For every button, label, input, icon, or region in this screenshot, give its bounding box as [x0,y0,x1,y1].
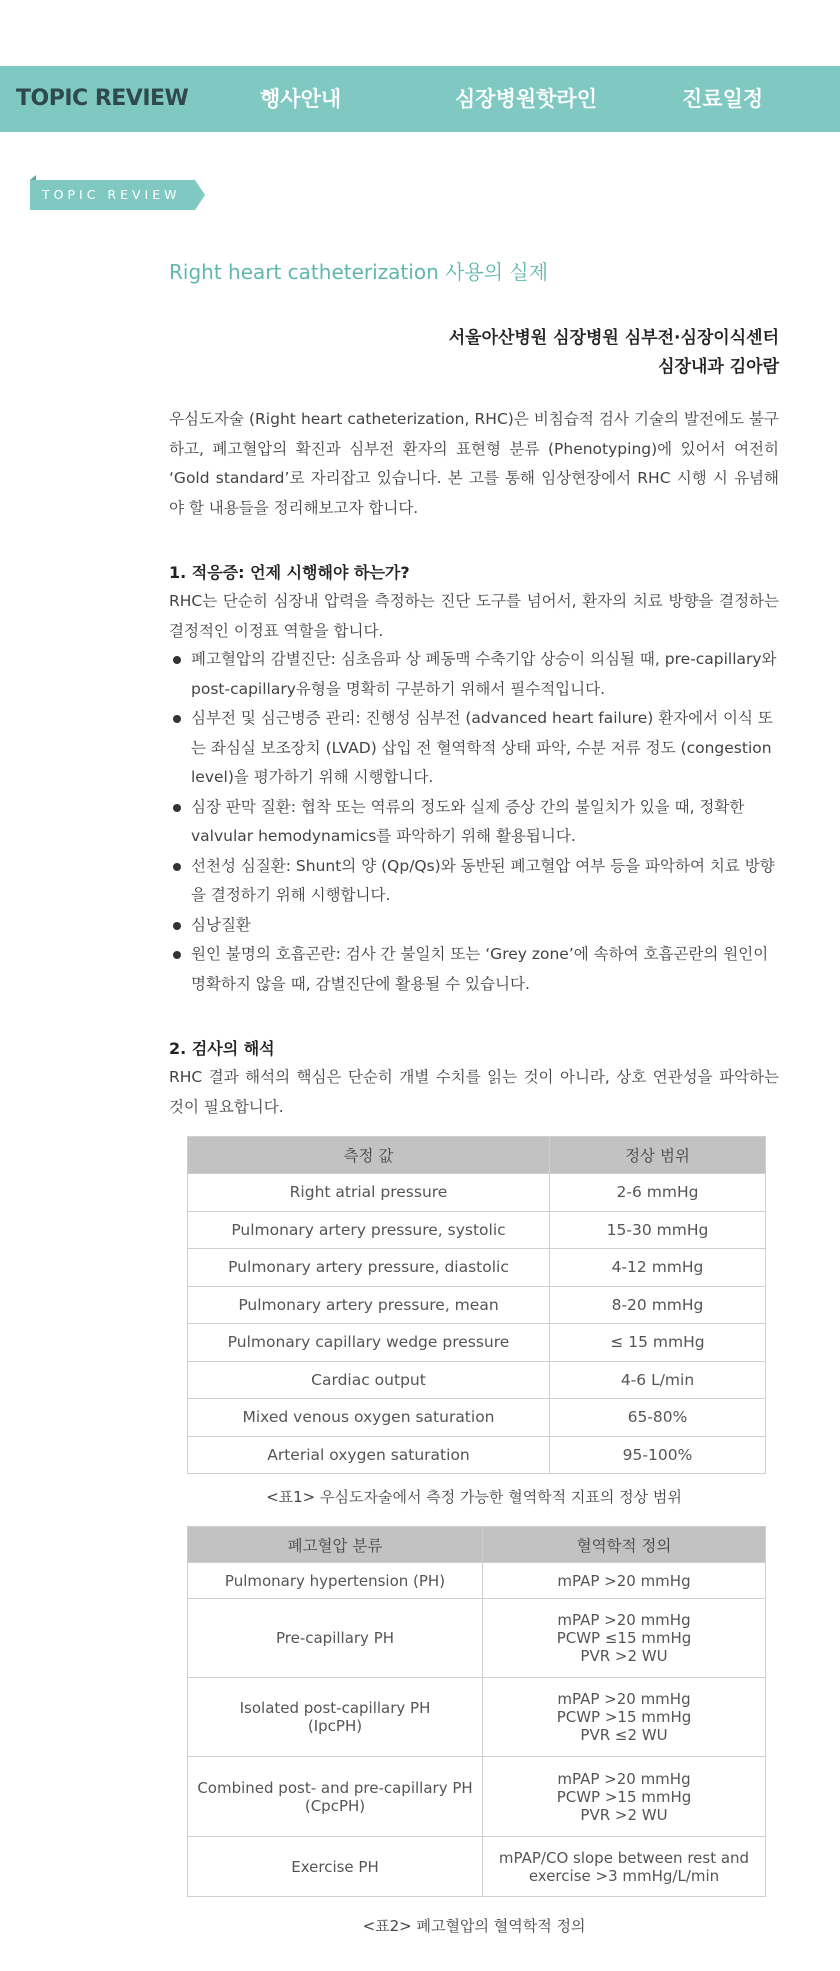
table-cell: Pulmonary hypertension (PH) [188,1563,483,1599]
normal-range-table [187,1136,766,1474]
table-cell: mPAP/CO slope between rest and exercise >3 mmHg/L/min [483,1837,766,1897]
table-row [188,1286,766,1324]
table-row [188,1399,766,1437]
table-cell: Exercise PH [188,1837,483,1897]
table-cell: Pulmonary artery pressure, mean [188,1286,550,1324]
author-affiliation: 서울아산병원 심장병원 심부전·심장이식센터 [448,328,779,348]
table-cell: 4-12 mmHg [550,1249,766,1287]
section1-heading: 1. 적응증: 언제 시행해야 하는가? [169,563,410,582]
table-cell: Combined post- and pre-capillary PH (CpcPH) [188,1757,483,1837]
section2-text: RHC 결과 해석의 핵심은 단순히 개별 수치를 읽는 것이 아니라, 상호 연관성을 파악하는 것이 필요합니다. [169,1068,779,1116]
topic-review-ribbon [30,180,195,210]
table1-caption: <표1> 우심도자술에서 측정 가능한 혈역학적 지표의 정상 범위 [266,1488,682,1506]
table-row [188,1211,766,1249]
table-cell: Right atrial pressure [188,1174,550,1212]
table-cell: Cardiac output [188,1361,550,1399]
nav-brand-link[interactable]: TOPIC REVIEW [16,86,189,111]
table-cell: Pulmonary artery pressure, systolic [188,1211,550,1249]
table-cell: 15-30 mmHg [550,1211,766,1249]
table-header-row [188,1527,766,1563]
table-cell: mPAP >20 mmHg PCWP ≤15 mmHg PVR >2 WU [483,1599,766,1678]
nav-item-events[interactable]: 행사안내 [260,87,342,111]
author-name: 심장내과 김아람 [658,357,779,377]
list-item: 선천성 심질환: Shunt의 양 (Qp/Qs)와 동반된 폐고혈압 여부 등을 파악하여 치료 방향을 결정하기 위해 시행합니다. [169,852,779,911]
table-cell: 8-20 mmHg [550,1286,766,1324]
table-row [188,1361,766,1399]
table-header-cell: 측정 값 [188,1137,550,1174]
intro-paragraph: 우심도자술 (Right heart catheterization, RHC)은 비침습적 검사 기술의 발전에도 불구하고, 폐고혈압의 확진과 심부전 환자의 표현형 분류 (Phenotyping)에 있어서 여전히 ‘Gold standard’로 자리잡고 있습니다. 본 고를 통해 임상현장에서 RHC 시행 시 유념해야 할 내용들을 정리해보고자 합니다. [169,410,779,517]
list-item: 심낭질환 [169,911,779,941]
nav-item-hotline[interactable]: 심장병원핫라인 [455,87,598,111]
list-item: 원인 불명의 호흡곤란: 검사 간 불일치 또는 ‘Grey zone’에 속하여 호흡곤란의 원인이 명확하지 않을 때, 감별진단에 활용될 수 있습니다. [169,940,779,999]
table-header-cell: 폐고혈압 분류 [188,1527,483,1563]
nav-item-schedule[interactable]: 진료일정 [682,87,764,111]
table2-caption: <표2> 폐고혈압의 혈역학적 정의 [362,1917,586,1935]
table-cell: Isolated post-capillary PH (IpcPH) [188,1678,483,1757]
table-row [188,1757,766,1837]
indication-list [169,645,779,999]
ribbon-label: TOPIC REVIEW [42,187,181,202]
table-cell: Mixed venous oxygen saturation [188,1399,550,1437]
ph-definition-table [187,1526,766,1897]
table-cell: 4-6 L/min [550,1361,766,1399]
section1-text: RHC는 단순히 심장내 압력을 측정하는 진단 도구를 넘어서, 환자의 치료 방향을 결정하는 결정적인 이정표 역할을 합니다. [169,592,779,640]
table-row [188,1599,766,1678]
table-cell: 65-80% [550,1399,766,1437]
table-cell: Pre-capillary PH [188,1599,483,1678]
table-cell: Arterial oxygen saturation [188,1436,550,1474]
table-row [188,1837,766,1897]
table-header-row [188,1137,766,1174]
table-header-cell: 혈역학적 정의 [483,1527,766,1563]
table-cell: 2-6 mmHg [550,1174,766,1212]
table-cell: Pulmonary artery pressure, diastolic [188,1249,550,1287]
article-title: Right heart catheterization 사용의 실제 [169,260,549,284]
top-nav-bar [0,66,840,132]
table-cell: ≤ 15 mmHg [550,1324,766,1362]
section2-heading: 2. 검사의 해석 [169,1039,275,1058]
table-header-cell: 정상 범위 [550,1137,766,1174]
table-cell: 95-100% [550,1436,766,1474]
table-cell: Pulmonary capillary wedge pressure [188,1324,550,1362]
table-cell: mPAP >20 mmHg PCWP >15 mmHg PVR >2 WU [483,1757,766,1837]
table-cell: mPAP >20 mmHg PCWP >15 mmHg PVR ≤2 WU [483,1678,766,1757]
list-item: 폐고혈압의 감별진단: 심초음파 상 폐동맥 수축기압 상승이 의심될 때, pre-capillary와 post-capillary유형을 명확히 구분하기 위해서 필수적입니다. [169,645,779,704]
table-row [188,1436,766,1474]
list-item: 심장 판막 질환: 협착 또는 역류의 정도와 실제 증상 간의 불일치가 있을 때, 정확한 valvular hemodynamics를 파악하기 위해 활용됩니다. [169,793,779,852]
list-item: 심부전 및 심근병증 관리: 진행성 심부전 (advanced heart failure) 환자에서 이식 또는 좌심실 보조장치 (LVAD) 삽입 전 혈역학적 상태 파악, 수분 저류 정도 (congestion level)을 평가하기 위해 시행합니다. [169,704,779,793]
table-row [188,1249,766,1287]
table-row [188,1563,766,1599]
table-row [188,1678,766,1757]
table-row [188,1324,766,1362]
article-author [169,324,779,382]
table-cell: mPAP >20 mmHg [483,1563,766,1599]
table-row [188,1174,766,1212]
